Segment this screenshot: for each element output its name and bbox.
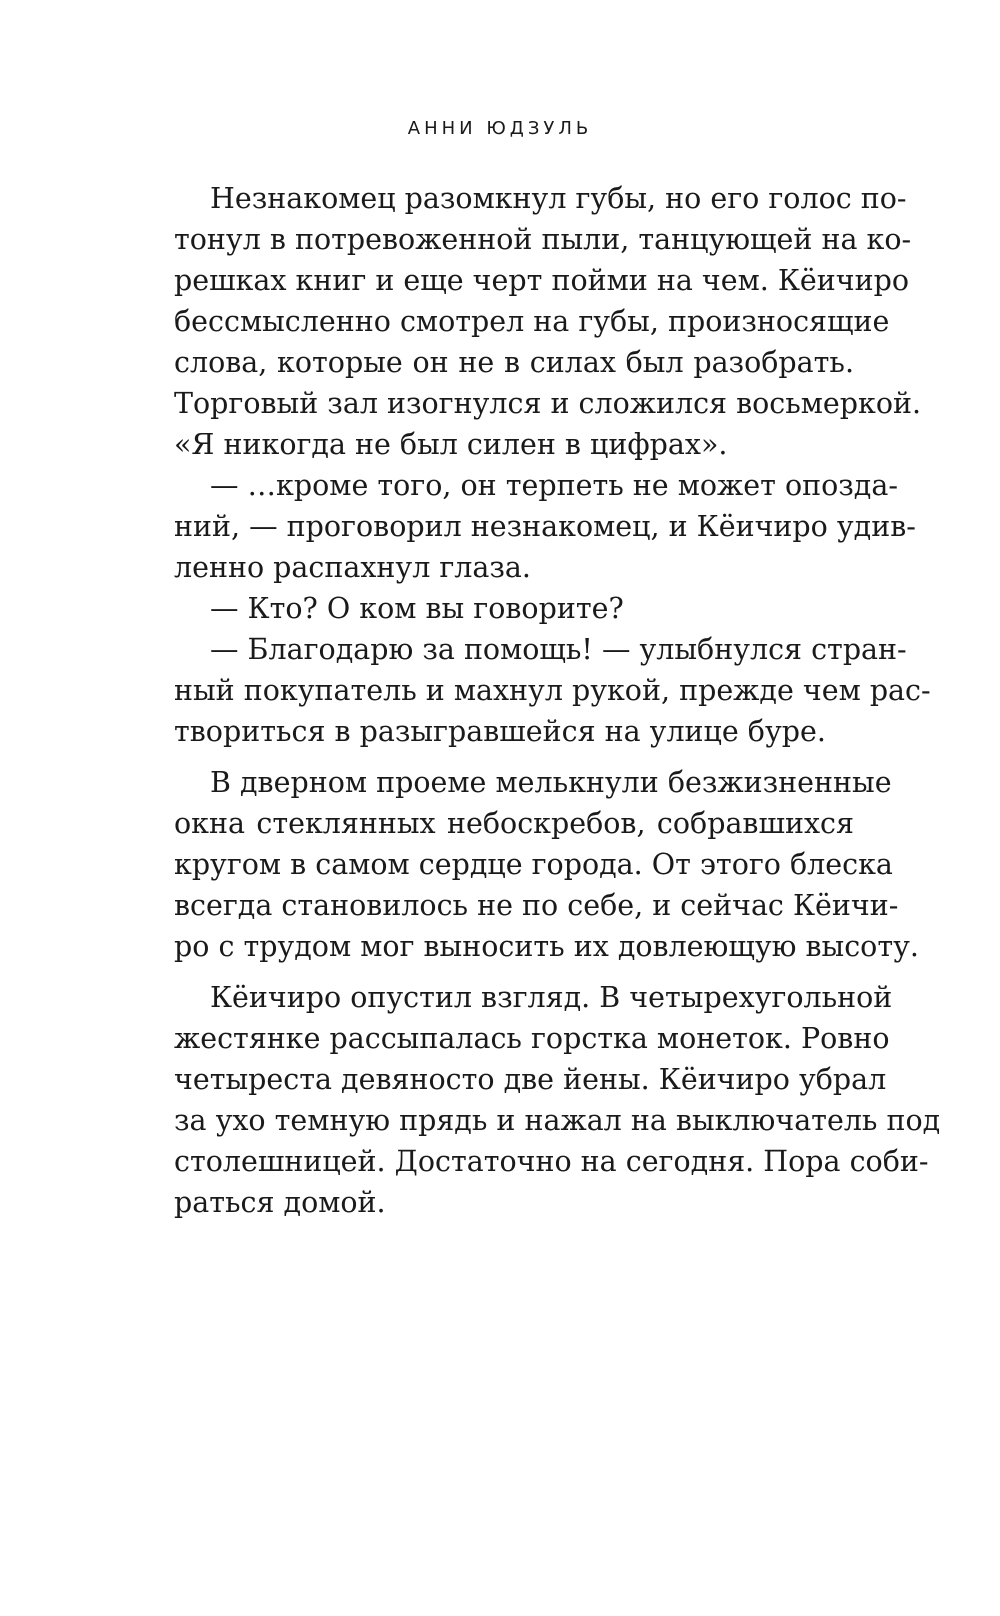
text-line: «Я никогда не был силен в цифрах».	[174, 428, 728, 461]
text-line: тонул в потревоженной пыли, танцующей на ко-	[174, 223, 912, 256]
text-line: четыреста девяносто две йены. Кёичиро убрал	[174, 1063, 887, 1096]
paragraph	[174, 977, 941, 1223]
text-line: всегда становилось не по себе, и сейчас Кёичи-	[174, 889, 899, 922]
paragraph	[174, 629, 931, 752]
text-line: кругом в самом сердце города. От этого блеска	[174, 848, 893, 881]
text-line: раться домой.	[174, 1186, 386, 1219]
text-line: слова, которые он не в силах был разобрать.	[174, 346, 854, 379]
paragraph-spacer	[174, 752, 854, 762]
text-line: жестянке рассыпалась горстка монеток. Ровно	[174, 1022, 890, 1055]
paragraph-spacer	[174, 967, 854, 977]
body-text	[174, 178, 941, 1223]
text-line: ний, — проговорил незнакомец, и Кёичиро удив-	[174, 510, 916, 543]
text-line: столешницей. Достаточно на сегодня. Пора соби-	[174, 1145, 929, 1178]
text-line: Незнакомец разомкнул губы, но его голос по-	[210, 182, 907, 215]
paragraph	[174, 178, 922, 465]
text-line: ный покупатель и махнул рукой, прежде чем рас-	[174, 674, 931, 707]
text-line: Торговый зал изогнулся и сложился восьмеркой.	[174, 387, 922, 420]
paragraph	[174, 762, 919, 967]
text-line: бессмысленно смотрел на губы, произносящие	[174, 305, 890, 338]
running-head: АННИ ЮДЗУЛЬ	[407, 118, 593, 139]
text-line: окна стеклянных небоскребов, собравшихся	[174, 807, 854, 840]
text-line: ленно распахнул глаза.	[174, 551, 531, 584]
text-line: за ухо темную прядь и нажал на выключатель под	[174, 1104, 941, 1137]
text-line: ро с трудом мог выносить их довлеющую высоту.	[174, 930, 919, 963]
text-line: решках книг и еще черт пойми на чем. Кёичиро	[174, 264, 910, 297]
text-line: В дверном проеме мелькнули безжизненные	[210, 766, 892, 799]
paragraph	[174, 588, 854, 629]
text-line: твориться в разыгравшейся на улице буре.	[174, 715, 826, 748]
text-line: — Благодарю за помощь! — улыбнулся стран-	[210, 633, 907, 666]
text-line: — …кроме того, он терпеть не может опозда-	[210, 469, 898, 502]
paragraph	[174, 465, 916, 588]
text-line: — Кто? О ком вы говорите?	[210, 592, 624, 625]
text-line: Кёичиро опустил взгляд. В четырехугольной	[210, 981, 893, 1014]
